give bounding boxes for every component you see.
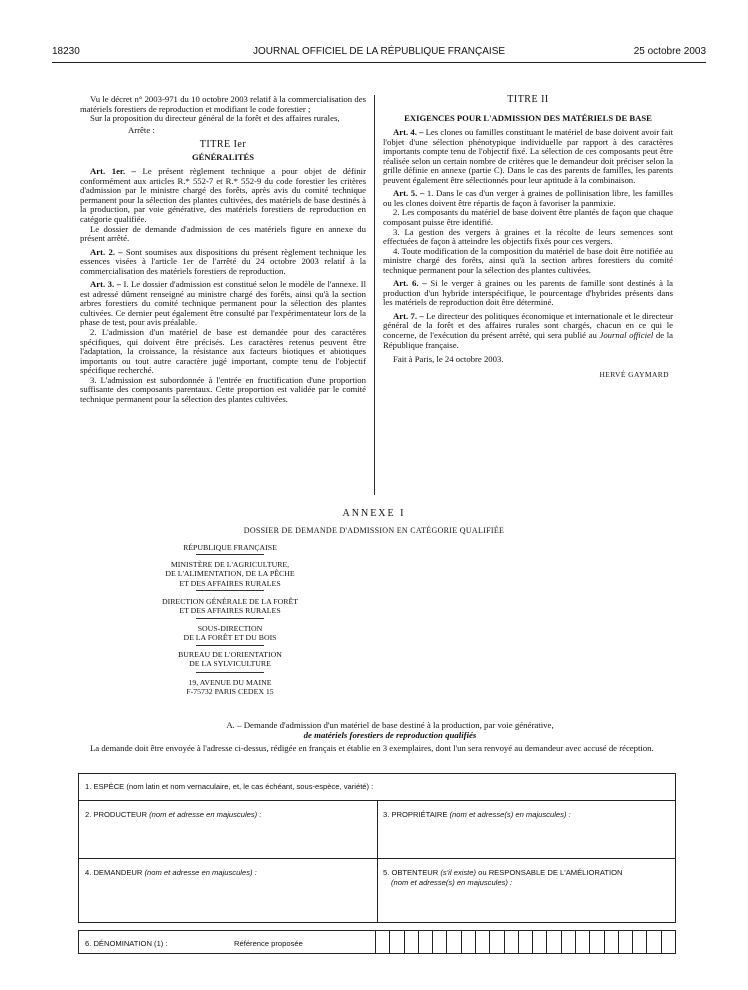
right-column bbox=[383, 95, 673, 379]
art5-p2: 2. Les composants du matériel de base doivent être plantés de façon que chaque composant puisse être identifié. bbox=[383, 207, 673, 228]
republique: RÉPUBLIQUE FRANÇAISE bbox=[183, 543, 277, 552]
demandeur-label: 4. DEMANDEUR bbox=[85, 868, 145, 877]
char-box[interactable] bbox=[389, 931, 403, 953]
adresse-block bbox=[144, 678, 316, 697]
form-divider bbox=[377, 800, 378, 922]
field-producteur[interactable] bbox=[85, 810, 261, 819]
annexe-title: ANNEXE I bbox=[342, 508, 406, 519]
char-box[interactable] bbox=[489, 931, 503, 953]
left-column bbox=[80, 95, 366, 404]
divider bbox=[196, 672, 264, 673]
art5 bbox=[383, 189, 673, 208]
column-separator bbox=[374, 95, 375, 495]
char-box[interactable] bbox=[461, 931, 475, 953]
arrete: Arrête : bbox=[128, 124, 155, 135]
art5-label: Art. 5. – bbox=[393, 188, 425, 199]
denomination-boxes[interactable] bbox=[375, 931, 675, 953]
char-box[interactable] bbox=[632, 931, 646, 953]
field-proprietaire[interactable] bbox=[383, 810, 571, 819]
sur-paragraph: Sur la proposition du directeur général de la forêt et des affaires rurales, bbox=[90, 113, 340, 124]
direction-block bbox=[144, 597, 316, 616]
char-box[interactable] bbox=[661, 931, 675, 953]
page-number: 18230 bbox=[52, 46, 80, 57]
art7-text-a: Le directeur des politiques économique et internationale et le directeur général de la forêt et des affaires rurales sont chargés, chacun en ce qui le concerne, de l'exécution du présent arrêté, qui sera publié au bbox=[383, 310, 673, 341]
art3-label: Art. 3. – bbox=[90, 279, 121, 290]
section-a-text-2: de matériels forestiers de reproduction qualifiés bbox=[303, 730, 477, 740]
art6-text: Si le verger à graines ou les parents de famille sont destinés à la production d'un hybride interspécifique, le pourcentage d'hybrides présents dans les matériels de reproduction doit être déterminé. bbox=[383, 278, 673, 308]
art4-label: Art. 4. – bbox=[393, 127, 424, 138]
char-box[interactable] bbox=[561, 931, 575, 953]
art3-text: I. Le dossier d'admission est constitué selon le modèle de l'annexe. Il est adressé dûment renseigné au ministre chargé des forêts, ainsi qu'à la section arbres forestiers du comité technique permanent pour la sélection des plantes cultivées. Ce dernier peut également être consulté par l'expérimentateur lors de la phase de test, pour avis préalable. bbox=[80, 279, 366, 328]
application-form bbox=[78, 773, 676, 923]
char-box[interactable] bbox=[575, 931, 589, 953]
proprietaire-label: 3. PROPRIÉTAIRE bbox=[383, 810, 450, 819]
issue-date: 25 octobre 2003 bbox=[633, 46, 706, 57]
responsable-label: ou RESPONSABLE DE L'AMÉLIORATION bbox=[476, 868, 623, 877]
art5-text: 1. Dans le cas d'un verger à graines de pollinisation libre, les familles ou les clones doivent être répartis de façon à favoriser la panmixie. bbox=[383, 188, 673, 208]
titre-1: TITRE Ier bbox=[199, 139, 247, 151]
char-box[interactable] bbox=[532, 931, 546, 953]
field-demandeur[interactable] bbox=[85, 868, 257, 877]
section-a-title bbox=[150, 720, 630, 740]
divider bbox=[196, 554, 264, 555]
char-box[interactable] bbox=[604, 931, 618, 953]
char-box[interactable] bbox=[404, 931, 418, 953]
char-box[interactable] bbox=[432, 931, 446, 953]
demandeur-hint: (nom et adresse en majuscules) : bbox=[144, 868, 257, 877]
char-box[interactable] bbox=[518, 931, 532, 953]
titre-2: TITRE II bbox=[507, 94, 549, 105]
char-box[interactable] bbox=[589, 931, 603, 953]
art7 bbox=[383, 312, 673, 350]
producteur-label: 2. PRODUCTEUR bbox=[85, 810, 150, 819]
vu-paragraph: Vu le décret n° 2003-971 du 10 octobre 2003 relatif à la commercialisation des matériels forestiers de reproduction et modifiant le code forestier ; bbox=[80, 94, 366, 114]
ministere-line-3: ET DES AFFAIRES RURALES bbox=[179, 578, 281, 588]
art6-label: Art. 6. – bbox=[393, 278, 427, 289]
denomination-label: 6. DÉNOMINATION (1) : bbox=[85, 939, 168, 948]
art3 bbox=[80, 280, 366, 328]
denomination-row bbox=[78, 930, 676, 954]
char-box[interactable] bbox=[375, 931, 389, 953]
page-header bbox=[52, 46, 706, 60]
exigences-heading: EXIGENCES POUR L'ADMISSION DES MATÉRIELS DE BASE bbox=[404, 112, 652, 123]
section-a-intro: La demande doit être envoyée à l'adresse ci-dessus, rédigée en français et établie en 3 exemplaires, dont l'un sera renvoyé au demandeur avec accusé de réception. bbox=[90, 743, 654, 753]
journal-title: JOURNAL OFFICIEL DE LA RÉPUBLIQUE FRANÇAISE bbox=[252, 46, 506, 57]
adresse-line-1: 19, AVENUE DU MAINE bbox=[188, 678, 272, 687]
obtenteur-hint-2: (nom et adresse(s) en majuscules) : bbox=[391, 877, 513, 887]
art2 bbox=[80, 248, 366, 277]
section-a-prefix: A. – bbox=[226, 720, 244, 730]
direction-line-1: DIRECTION GÉNÉRALE DE LA FORÊT bbox=[162, 597, 298, 606]
art3-p3: 3. L'admission est subordonnée à l'entrée en fructification d'une proportion suffisante des composants parentaux. Cette proportion est validée par le comité technique permanent pour la sélection des plantes cultivées. bbox=[80, 374, 366, 404]
art1-p2: Le dossier de demande d'admission de ces matériels figure en annexe du présent arrêté. bbox=[80, 223, 366, 244]
bureau-block bbox=[144, 650, 316, 669]
art1 bbox=[80, 167, 366, 224]
art3-p2: 2. L'admission d'un matériel de base est demandée pour des caractères spécifiques, qui doivent être précisés. Les caractères retenus peuvent être l'adaptation, la croissance, la résistance aux facteurs biotiques et abiotiques importants ou tout autre caractère jugé important, compte tenu de l'objectif spécifique recherché. bbox=[80, 327, 366, 376]
bureau-line-1: BUREAU DE L'ORIENTATION bbox=[178, 650, 282, 659]
art4 bbox=[383, 128, 673, 185]
art6 bbox=[383, 279, 673, 308]
header-rule bbox=[52, 62, 706, 63]
char-box[interactable] bbox=[504, 931, 518, 953]
char-box[interactable] bbox=[418, 931, 432, 953]
ministere-line-2: DE L'ALIMENTATION, DE LA PÊCHE bbox=[165, 569, 295, 579]
char-box[interactable] bbox=[446, 931, 460, 953]
direction-line-2: ET DES AFFAIRES RURALES bbox=[179, 606, 281, 616]
divider bbox=[196, 590, 264, 591]
art2-label: Art. 2. – bbox=[90, 246, 123, 257]
art7-label: Art. 7. – bbox=[393, 310, 424, 321]
bureau-line-2: DE LA SYLVICULTURE bbox=[189, 659, 271, 669]
reference-proposee-label: Référence proposée bbox=[234, 939, 303, 948]
journal-officiel-ref: Journal officiel bbox=[599, 330, 654, 341]
producteur-hint: (nom et adresse en majuscules) : bbox=[149, 810, 262, 819]
proprietaire-hint: (nom et adresse(s) en majuscules) : bbox=[449, 810, 571, 819]
obtenteur-hint: (s'il existe) bbox=[440, 868, 477, 877]
sousdir-line-2: DE LA FORÊT ET DU BOIS bbox=[183, 633, 277, 643]
art5-p4: 4. Toute modification de la composition du matériel de base doit être notifiée au ministre chargé des forêts, ainsi qu'à la section arbres forestiers du comité technique permanent pour la sélection des plantes cultivées. bbox=[383, 245, 673, 275]
char-box[interactable] bbox=[546, 931, 560, 953]
char-box[interactable] bbox=[646, 931, 660, 953]
art2-text: Sont soumises aux dispositions du présent règlement technique les essences visées à l'article 1er de l'arrêté du 24 octobre 2003 relatif à la commercialisation des matériels forestiers de reproduction. bbox=[80, 246, 366, 276]
field-obtenteur[interactable] bbox=[383, 868, 623, 887]
divider bbox=[196, 618, 264, 619]
obtenteur-label: 5. OBTENTEUR bbox=[383, 868, 441, 877]
section-a-text-1: Demande d'admission d'un matériel de base destiné à la production, par voie générative, bbox=[243, 720, 554, 730]
dossier-heading: DOSSIER DE DEMANDE D'ADMISSION EN CATÉGORIE QUALIFIÉE bbox=[243, 526, 505, 535]
adresse-line-2: F-75732 PARIS CEDEX 15 bbox=[186, 687, 274, 697]
sousdir-block bbox=[144, 624, 316, 643]
art5-p3: 3. La gestion des vergers à graines et la récolte de leurs semences sont effectuées de façon à atteindre les objectifs fixés pour ces vergers. bbox=[383, 226, 673, 247]
art1-text: Le présent règlement technique a pour objet de définir conformément aux articles R.* 552-7 et R.* 552-9 du code forestier les critères d'admission par le ministre chargé des forêts, après avis du comité technique permanent pour la sélection des plantes cultivées, des matériels de base destinés à la production, par voie générative, des matériels forestiers de reproduction en catégorie qualifiée. bbox=[80, 166, 366, 225]
section-a-line-1 bbox=[150, 720, 630, 730]
ministere-block bbox=[144, 560, 316, 588]
divider bbox=[196, 645, 264, 646]
art4-text: Les clones ou familles constituant le matériel de base doivent avoir fait l'objet d'une sélection phénotypique individuelle par rapport à des caractères importants compte tenu de l'objectif fixé. La sélection de ces composants peut être réalisée selon un certain nombre de critères que le demandeur doit préciser selon la grille définie en annexe (partie C). Dans le cas des parents de familles, les parents peuvent également être sélectionnés pour leur aptitude à la combinaison. bbox=[383, 127, 673, 185]
generalites-heading: GÉNÉRALITÉS bbox=[191, 151, 255, 162]
field-espece[interactable]: 1. ESPÈCE (nom latin et nom vernaculaire, et, le cas échéant, sous-espèce, variété) : bbox=[85, 782, 374, 791]
art7-text-b: de la République française. bbox=[383, 330, 673, 350]
republique-block bbox=[144, 543, 316, 552]
art1-label: Art. 1er. – bbox=[90, 166, 137, 177]
char-box[interactable] bbox=[618, 931, 632, 953]
fait-a-paris: Fait à Paris, le 24 octobre 2003. bbox=[393, 354, 504, 365]
char-box[interactable] bbox=[475, 931, 489, 953]
sousdir-line-1: SOUS-DIRECTION bbox=[197, 624, 263, 633]
ministere-line-1: MINISTÈRE DE L'AGRICULTURE, bbox=[170, 560, 290, 569]
signature: HERVÉ GAYMARD bbox=[599, 369, 669, 379]
